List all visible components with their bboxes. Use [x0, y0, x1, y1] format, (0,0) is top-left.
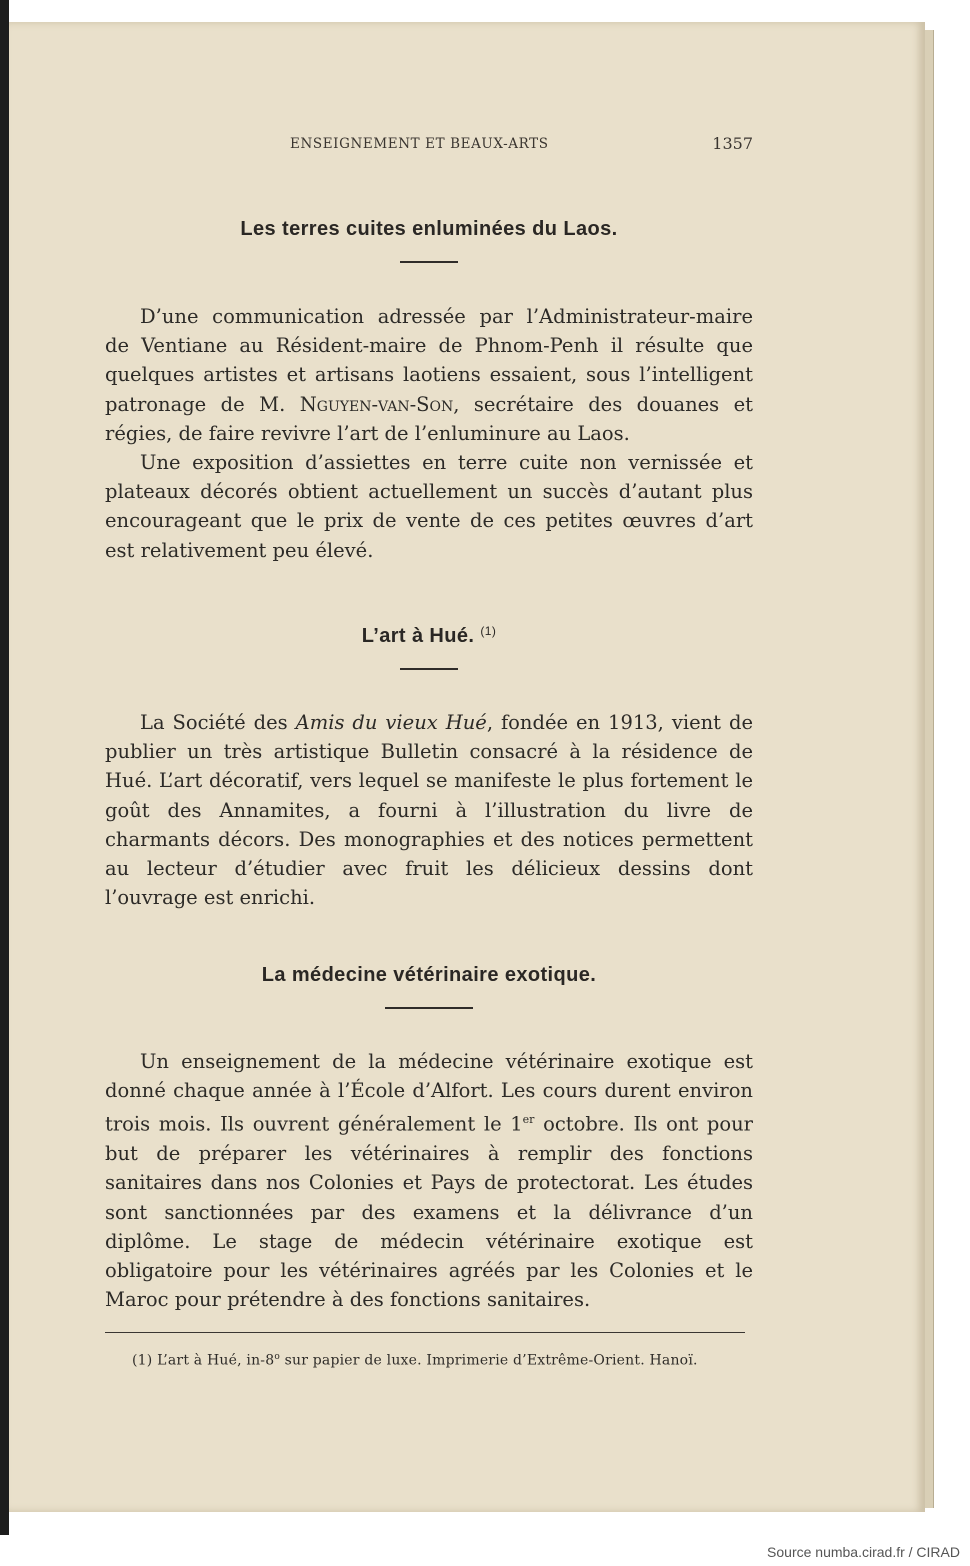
society-name: Amis du vieux Hué	[295, 711, 487, 734]
book-spine	[0, 0, 9, 1535]
paragraph: Une exposition d’assiettes en terre cuite non vernissée et plateaux décorés obtient actuellement un succès d’autant plus encourageant que le prix de vente de ces petites œuvres d’art est relativement peu élevé.	[105, 451, 753, 562]
page-header	[105, 134, 753, 156]
person-name: Nguyen-van-Son	[299, 392, 454, 416]
section-title: La médecine vétérinaire exotique.	[261, 964, 597, 986]
footnote-rule	[105, 1332, 745, 1333]
page-edge	[925, 30, 934, 1508]
footnote: (1) L’art à Hué, in-8$^o$ sur papier de luxe. Imprimerie d’Extrême-Orient. Hanoï.	[132, 1352, 698, 1369]
running-head: ENSEIGNEMENT ET BEAUX-ARTS	[290, 136, 549, 152]
footnote-marker: (1)	[132, 1352, 153, 1369]
section-veterinary	[105, 964, 753, 1314]
section-laos	[105, 218, 753, 565]
footnote-reference: (1)	[480, 624, 497, 638]
paragraph: Un enseignement de la médecine vétérinaire exotique est donné chaque année à l’École d’Alfort. Les cours durent environ trois mois. Ils ouvrent généralement le 1er octobre. Ils ont pour but de préparer les vétérinaires à remplir des fonctions sanitaires dans nos Colonies et Pays de protectorat. Les études sont sanctionnées par des examens et la délivrance d’un diplôme. Le stage de médecin vétérinaire exotique est obligatoire pour les vétérinaires agréés par les Colonies et le Maroc pour prétendre à des fonctions sanitaires.	[105, 1050, 753, 1312]
paragraph: La Société des Amis du vieux Hué, fondée en 1913, vient de publier un très artistique Bulletin consacré à la résidence de Hué. L’art décoratif, vers lequel se manifeste le plus fortement le goût des Annamites, a fourni à l’illustration du livre de charmants décors. Des monographies et des notices permettent au lecteur d’étudier avec fruit les délicieux dessins dont l’ouvrage est enrichi.	[105, 711, 753, 910]
paragraph: D’une communication adressée par l’Administrateur-maire de Ventiane au Résident-maire de Phnom-Penh il résulte que quelques artistes et artisans laotiens essaient, sous l’intelligent patronage de M. Nguyen-van-Son, secrétaire des douanes et régies, de faire revivre l’art de l’enluminure au Laos.	[105, 305, 753, 445]
section-title: Les terres cuites enluminées du Laos.	[240, 218, 618, 240]
section-hue	[105, 624, 753, 912]
page-number: 1357	[712, 134, 753, 153]
source-credit: Source numba.cirad.fr / CIRAD	[767, 1544, 960, 1560]
section-title: L’art à Hué. $^{(1)}$	[361, 624, 497, 647]
